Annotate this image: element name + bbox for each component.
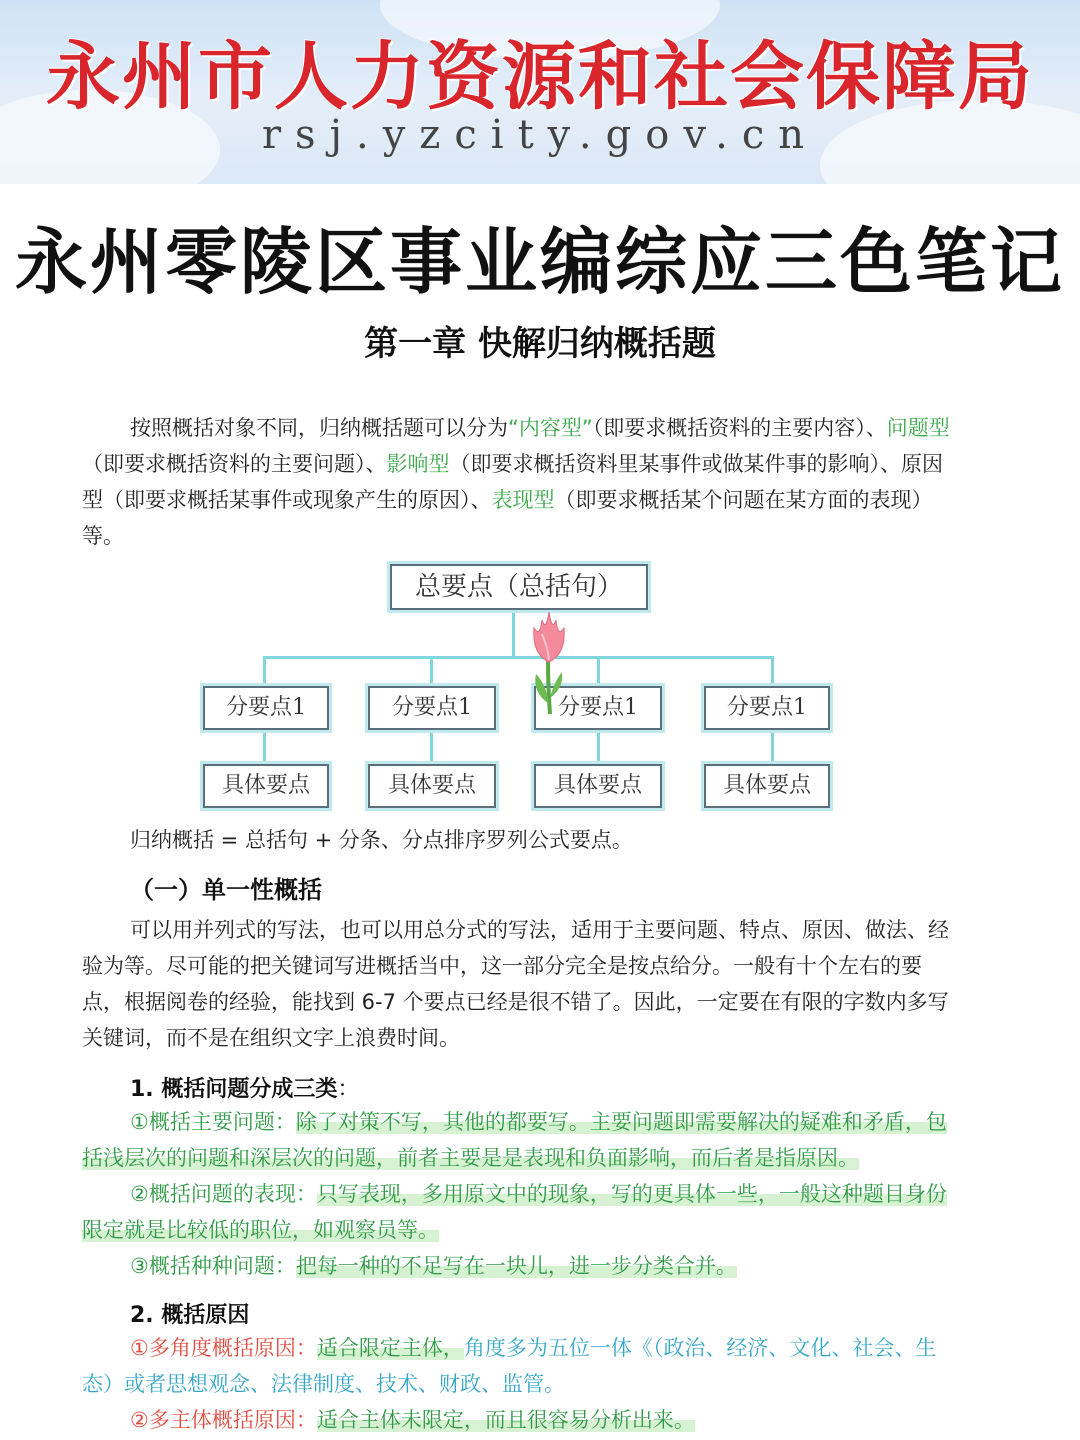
diagram-sub-node: 分要点1 [704,686,830,730]
item-label: ①概括主要问题： [130,1110,296,1134]
intro-paragraph [82,410,950,554]
item-text: 角度多为五位一体《（政治、经济、文化、社会、生态）或者思想观念、法律制度、技术、财政、监管。 [82,1336,937,1396]
part1-item-2 [82,1176,950,1248]
connector-line [597,656,600,686]
intro-text: （即要求概括资料里某事件或做某件事的影响）、原因型（即要求概括某事件或现象产生的原因）、 [82,452,943,512]
part1-item-1 [82,1104,950,1176]
part1-heading-colon: ： [337,1077,360,1102]
connector-line [263,656,266,686]
keyword-impact-type: 影响型 [386,452,450,476]
section-heading: （一）单一性概括 [130,876,322,904]
item-label: ①多角度概括原因： [130,1336,317,1360]
diagram-top-node: 总要点（总括句） [390,564,648,610]
item-text: 适合主体未限定，而且很容易分析出来。 [316,1408,695,1432]
intro-text: （即要求概括资料的主要问题）、 [82,452,387,476]
connector-line [771,656,774,686]
diagram-sub-node: 分要点1 [368,686,496,730]
connector-line [771,728,774,764]
item-text: 适合限定主体， [316,1336,464,1360]
diagram-detail-node: 具体要点 [534,764,662,808]
section-body: 可以用并列式的写法，也可以用总分式的写法，适用于主要问题、特点、原因、做法、经验为等。尽可能的把关键词写进概括当中，这一部分完全是按点给分。一般有十个左右的要点，根据阅卷的经验，能找到 6-7 个要点已经是很不错了。因此，一定要在有限的字数内多写关键词，而不是在组织文字上浪费时间。 [82,918,949,1050]
connector-line [597,728,600,764]
keyword-manifestation-type: 表现型 [491,488,555,512]
keyword-content-type: “内容型” [508,416,593,440]
diagram-sub-node: 分要点1 [203,686,329,730]
item-text: 只写表现，多用原文中的现象，写的更具体一些，一般这种题目身份限定就是比较低的职位，如观察员等。 [82,1182,947,1242]
chapter-title: 第一章 快解归纳概括题 [364,324,716,364]
item-text: 把每一种的不足写在一块儿，进一步分类合并。 [295,1254,737,1278]
diagram-detail-node: 具体要点 [704,764,830,808]
page-title: 永州零陵区事业编综应三色笔记 [14,220,1065,304]
connector-line [430,728,433,764]
org-url: rsj.yzcity.gov.cn [261,112,819,158]
diagram-sub-node: 分要点1 [534,686,662,730]
part2-item-1 [82,1330,950,1402]
part2-item-2 [130,1402,950,1438]
diagram-detail-node: 具体要点 [203,764,329,808]
part2-heading: 2. 概括原因 [130,1303,250,1328]
connector-line [512,608,515,658]
item-label: ②多主体概括原因： [130,1408,317,1432]
intro-text: （即要求概括资料的主要内容）、 [592,416,887,440]
connector-line [263,656,773,659]
part1-heading-text: 1. 概括问题分成三类 [130,1077,338,1102]
connector-line [263,728,266,764]
part1-item-3 [82,1248,950,1284]
item-label: ③概括种种问题： [130,1254,296,1278]
keyword-problem-type: 问题型 [886,416,950,440]
formula-text: 归纳概括 = 总括句 + 分条、分点排序罗列公式要点。 [130,828,633,852]
item-text: 除了对策不写，其他的都要写。主要问题即需要解决的疑难和矛盾，包括浅层次的问题和深层次的问题，前者主要是是表现和负面影响，而后者是指原因。 [82,1110,947,1170]
item-label: ②概括问题的表现： [130,1182,317,1206]
tulip-sticker-icon [526,608,572,716]
intro-text: 按照概括对象不同，归纳概括题可以分为 [130,416,508,440]
org-name: 永州市人力资源和社会保障局 [46,34,1034,120]
header-banner [0,0,1080,184]
intro-text: （即要求概括某个问题在某方面的表现）等。 [82,488,933,548]
diagram-detail-node: 具体要点 [368,764,496,808]
connector-line [430,656,433,686]
part1-heading [130,1072,359,1103]
